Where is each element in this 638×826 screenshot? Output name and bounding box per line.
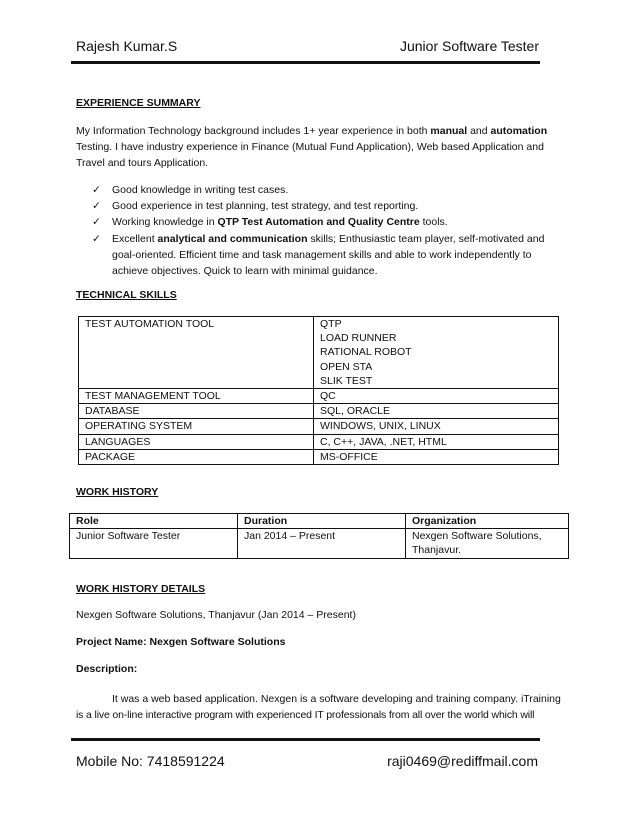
skills-heading: TECHNICAL SKILLS — [76, 289, 177, 301]
table-row — [79, 317, 559, 389]
table-row — [79, 419, 559, 434]
experience-heading: EXPERIENCE SUMMARY — [76, 97, 201, 109]
table-row — [79, 434, 559, 449]
skill-values: QTP LOAD RUNNER RATIONAL ROBOT OPEN STA SLIK TEST — [314, 317, 559, 389]
col-role: Role — [70, 514, 238, 529]
list-item: ✓ Excellent analytical and communication skills; Enthusiastic team player, self-motivated and goal-oriented. Efficient time and task management skills and able to work independently to achieve objectives. Quick to learn with minimal guidance. — [92, 232, 545, 278]
table-row — [79, 449, 559, 464]
footer-email: raji0469@rediffmail.com — [387, 753, 538, 769]
skill-values: SQL, ORACLE — [314, 404, 559, 419]
project-name: Project Name: Nexgen Software Solutions — [76, 636, 286, 648]
description-line-2: is a live on-line interactive program with experienced IT professionals from all over the world which will — [76, 709, 535, 721]
col-duration: Duration — [238, 514, 406, 529]
check-icon: ✓ — [92, 200, 101, 213]
col-organization: Organization — [406, 514, 569, 529]
skill-values: QC — [314, 389, 559, 404]
skill-category: DATABASE — [79, 404, 314, 419]
skill-category: TEST AUTOMATION TOOL — [79, 317, 314, 389]
table-row — [70, 529, 569, 558]
skill-category: PACKAGE — [79, 449, 314, 464]
header-rule — [71, 61, 540, 64]
experience-intro: My Information Technology background includes 1+ year experience in both manual and automation Testing. I have industry experience in Finance (Mutual Fund Application), Web based Application and Travel and tours Application. — [76, 125, 548, 170]
skill-category: TEST MANAGEMENT TOOL — [79, 389, 314, 404]
table-row — [79, 404, 559, 419]
work-history-table — [69, 513, 569, 559]
experience-bullets — [92, 182, 552, 279]
details-heading: WORK HISTORY DETAILS — [76, 583, 206, 595]
skill-values: MS-OFFICE — [314, 449, 559, 464]
header-name: Rajesh Kumar.S — [76, 38, 178, 54]
company-line: Nexgen Software Solutions, Thanjavur (Jan 2014 – Present) — [76, 609, 356, 621]
check-icon: ✓ — [92, 232, 101, 245]
skill-values: WINDOWS, UNIX, LINUX — [314, 419, 559, 434]
description-label: Description: — [76, 663, 138, 675]
skills-table — [78, 316, 559, 465]
cell-organization: Nexgen Software Solutions, Thanjavur. — [406, 529, 569, 558]
list-item: ✓ Working knowledge in QTP Test Automation and Quality Centre tools. — [92, 214, 552, 230]
check-icon: ✓ — [92, 184, 101, 196]
header-job-title: Junior Software Tester — [399, 38, 539, 54]
work-history-heading: WORK HISTORY — [76, 486, 159, 498]
footer-mobile: Mobile No: 7418591224 — [76, 753, 225, 769]
table-row — [79, 389, 559, 404]
skill-category: OPERATING SYSTEM — [79, 419, 314, 434]
footer-rule — [71, 738, 540, 741]
list-item: ✓ Good experience in test planning, test strategy, and test reporting. — [92, 198, 552, 214]
table-header-row — [70, 514, 569, 529]
check-icon: ✓ — [92, 216, 101, 229]
cell-role: Junior Software Tester — [70, 529, 238, 558]
skill-category: LANGUAGES — [79, 434, 314, 449]
list-item: ✓ Good knowledge in writing test cases. — [92, 182, 552, 198]
skill-values: C, C++, JAVA, .NET, HTML — [314, 434, 559, 449]
cell-duration: Jan 2014 – Present — [238, 529, 406, 558]
description-line-1: It was a web based application. Nexgen is a software developing and training company. iTraining — [112, 693, 561, 705]
